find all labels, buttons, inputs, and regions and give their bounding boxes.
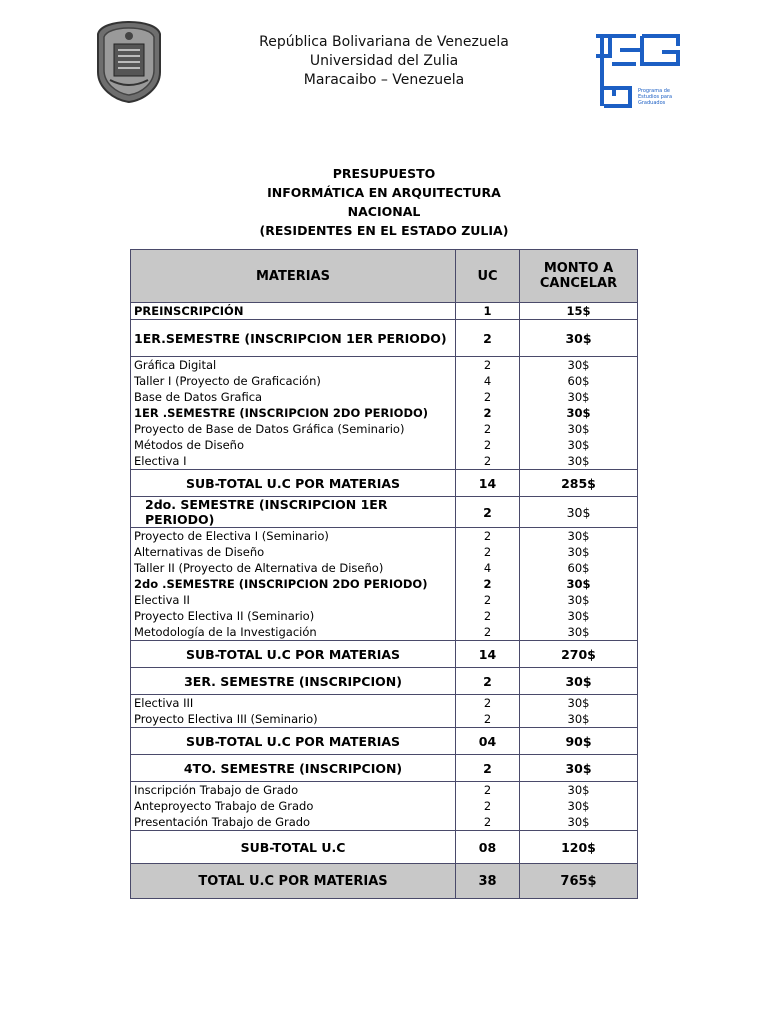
title-line: PRESUPUESTO — [332, 166, 436, 181]
budget-table — [130, 249, 638, 899]
table-row — [131, 303, 638, 320]
table-row — [131, 576, 638, 592]
uc-cell: 14 — [456, 641, 520, 668]
materia-cell: 3ER. SEMESTRE (INSCRIPCION) — [131, 668, 456, 695]
table-row — [131, 544, 638, 560]
materia-cell: SUB-TOTAL U.C — [131, 831, 456, 864]
uc-cell: 2 — [456, 405, 520, 421]
monto-cell: 30$ — [520, 755, 638, 782]
institution-line: República Bolivariana de Venezuela — [259, 34, 509, 50]
uc-cell: 08 — [456, 831, 520, 864]
monto-cell: 60$ — [520, 373, 638, 389]
document-title — [184, 164, 584, 240]
uc-cell: 2 — [456, 453, 520, 470]
column-header-materias: MATERIAS — [131, 250, 456, 303]
materia-cell: Electiva II — [131, 592, 456, 608]
table-row — [131, 560, 638, 576]
monto-cell: 30$ — [520, 497, 638, 528]
materia-cell: SUB-TOTAL U.C POR MATERIAS — [131, 470, 456, 497]
table-row — [131, 357, 638, 374]
monto-cell: 60$ — [520, 560, 638, 576]
monto-cell: 30$ — [520, 421, 638, 437]
table-row — [131, 624, 638, 641]
title-line: (RESIDENTES EN EL ESTADO ZULIA) — [259, 223, 509, 238]
uc-cell: 2 — [456, 798, 520, 814]
monto-cell: 30$ — [520, 437, 638, 453]
uc-cell: 2 — [456, 711, 520, 728]
monto-cell: 30$ — [520, 389, 638, 405]
uc-cell: 2 — [456, 544, 520, 560]
monto-cell: 30$ — [520, 798, 638, 814]
monto-cell: 30$ — [520, 608, 638, 624]
table-row — [131, 695, 638, 712]
uc-cell: 14 — [456, 470, 520, 497]
table-row — [131, 405, 638, 421]
monto-cell: 30$ — [520, 320, 638, 357]
materia-cell: 1ER.SEMESTRE (INSCRIPCION 1ER PERIODO) — [131, 320, 456, 357]
monto-cell: 30$ — [520, 814, 638, 831]
monto-cell: 90$ — [520, 728, 638, 755]
materia-cell: TOTAL U.C POR MATERIAS — [131, 864, 456, 899]
table-row — [131, 864, 638, 899]
uc-cell: 2 — [456, 782, 520, 799]
monto-cell: 285$ — [520, 470, 638, 497]
table-row — [131, 389, 638, 405]
uc-cell: 2 — [456, 592, 520, 608]
uc-cell: 2 — [456, 497, 520, 528]
uc-cell: 2 — [456, 755, 520, 782]
materia-cell: Proyecto Electiva III (Seminario) — [131, 711, 456, 728]
uc-cell: 2 — [456, 389, 520, 405]
uc-cell: 4 — [456, 373, 520, 389]
monto-cell: 120$ — [520, 831, 638, 864]
column-header-monto: MONTO A CANCELAR — [520, 250, 638, 303]
table-row — [131, 608, 638, 624]
monto-cell: 30$ — [520, 782, 638, 799]
uc-cell: 2 — [456, 421, 520, 437]
materia-cell: PREINSCRIPCIÓN — [131, 303, 456, 320]
materia-cell: 4TO. SEMESTRE (INSCRIPCION) — [131, 755, 456, 782]
monto-cell: 30$ — [520, 453, 638, 470]
peg-logo-icon — [592, 30, 682, 110]
monto-cell: 30$ — [520, 624, 638, 641]
table-row — [131, 641, 638, 668]
table-row — [131, 373, 638, 389]
monto-cell: 270$ — [520, 641, 638, 668]
uc-cell: 2 — [456, 357, 520, 374]
materia-cell: Presentación Trabajo de Grado — [131, 814, 456, 831]
table-row — [131, 437, 638, 453]
institution-block — [184, 33, 584, 90]
materia-cell: SUB-TOTAL U.C POR MATERIAS — [131, 728, 456, 755]
logo-caption-line: Programa de — [638, 88, 670, 94]
uc-cell: 2 — [456, 576, 520, 592]
logo-caption-line: Estudios para — [638, 94, 673, 100]
monto-cell: 30$ — [520, 711, 638, 728]
materia-cell: Electiva I — [131, 453, 456, 470]
column-header-uc: UC — [456, 250, 520, 303]
table-row — [131, 814, 638, 831]
institution-line: Universidad del Zulia — [309, 53, 459, 69]
university-seal-icon — [96, 20, 162, 104]
uc-cell: 2 — [456, 320, 520, 357]
materia-cell: Alternativas de Diseño — [131, 544, 456, 560]
monto-cell: 30$ — [520, 357, 638, 374]
table-row — [131, 497, 638, 528]
table-header-row — [131, 250, 638, 303]
uc-cell: 04 — [456, 728, 520, 755]
materia-cell: 2do. SEMESTRE (INSCRIPCION 1ER PERIODO) — [131, 497, 456, 528]
materia-cell: Métodos de Diseño — [131, 437, 456, 453]
table-row — [131, 711, 638, 728]
institution-line: Maracaibo – Venezuela — [303, 72, 465, 88]
materia-cell: Taller I (Proyecto de Graficación) — [131, 373, 456, 389]
uc-cell: 1 — [456, 303, 520, 320]
materia-cell: Proyecto de Base de Datos Gráfica (Seminario) — [131, 421, 456, 437]
materia-cell: SUB-TOTAL U.C POR MATERIAS — [131, 641, 456, 668]
uc-cell: 2 — [456, 608, 520, 624]
title-line: INFORMÁTICA EN ARQUITECTURA — [267, 185, 501, 200]
monto-cell: 30$ — [520, 592, 638, 608]
table-row — [131, 668, 638, 695]
table-row — [131, 782, 638, 799]
uc-cell: 2 — [456, 668, 520, 695]
table-row — [131, 528, 638, 545]
monto-cell: 30$ — [520, 576, 638, 592]
materia-cell: Proyecto Electiva II (Seminario) — [131, 608, 456, 624]
table-row — [131, 421, 638, 437]
logo-caption-line: Graduados — [638, 100, 666, 106]
table-row — [131, 320, 638, 357]
monto-cell: 30$ — [520, 668, 638, 695]
materia-cell: Metodología de la Investigación — [131, 624, 456, 641]
materia-cell: Anteproyecto Trabajo de Grado — [131, 798, 456, 814]
materia-cell: 1ER .SEMESTRE (INSCRIPCION 2DO PERIODO) — [131, 405, 456, 421]
uc-cell: 2 — [456, 814, 520, 831]
table-row — [131, 470, 638, 497]
uc-cell: 2 — [456, 695, 520, 712]
document-header — [0, 0, 768, 140]
materia-cell: Base de Datos Grafica — [131, 389, 456, 405]
monto-cell: 765$ — [520, 864, 638, 899]
table-row — [131, 453, 638, 470]
table-row — [131, 592, 638, 608]
budget-table-body — [131, 303, 638, 899]
title-line: NACIONAL — [347, 204, 421, 219]
monto-cell: 30$ — [520, 528, 638, 545]
materia-cell: Inscripción Trabajo de Grado — [131, 782, 456, 799]
uc-cell: 38 — [456, 864, 520, 899]
materia-cell: Taller II (Proyecto de Alternativa de Diseño) — [131, 560, 456, 576]
table-row — [131, 798, 638, 814]
monto-cell: 15$ — [520, 303, 638, 320]
monto-cell: 30$ — [520, 695, 638, 712]
monto-cell: 30$ — [520, 544, 638, 560]
uc-cell: 2 — [456, 437, 520, 453]
uc-cell: 2 — [456, 624, 520, 641]
table-row — [131, 728, 638, 755]
materia-cell: Electiva III — [131, 695, 456, 712]
materia-cell: Proyecto de Electiva I (Seminario) — [131, 528, 456, 545]
monto-cell: 30$ — [520, 405, 638, 421]
materia-cell: 2do .SEMESTRE (INSCRIPCION 2DO PERIODO) — [131, 576, 456, 592]
materia-cell: Gráfica Digital — [131, 357, 456, 374]
table-row — [131, 831, 638, 864]
table-row — [131, 755, 638, 782]
uc-cell: 4 — [456, 560, 520, 576]
uc-cell: 2 — [456, 528, 520, 545]
